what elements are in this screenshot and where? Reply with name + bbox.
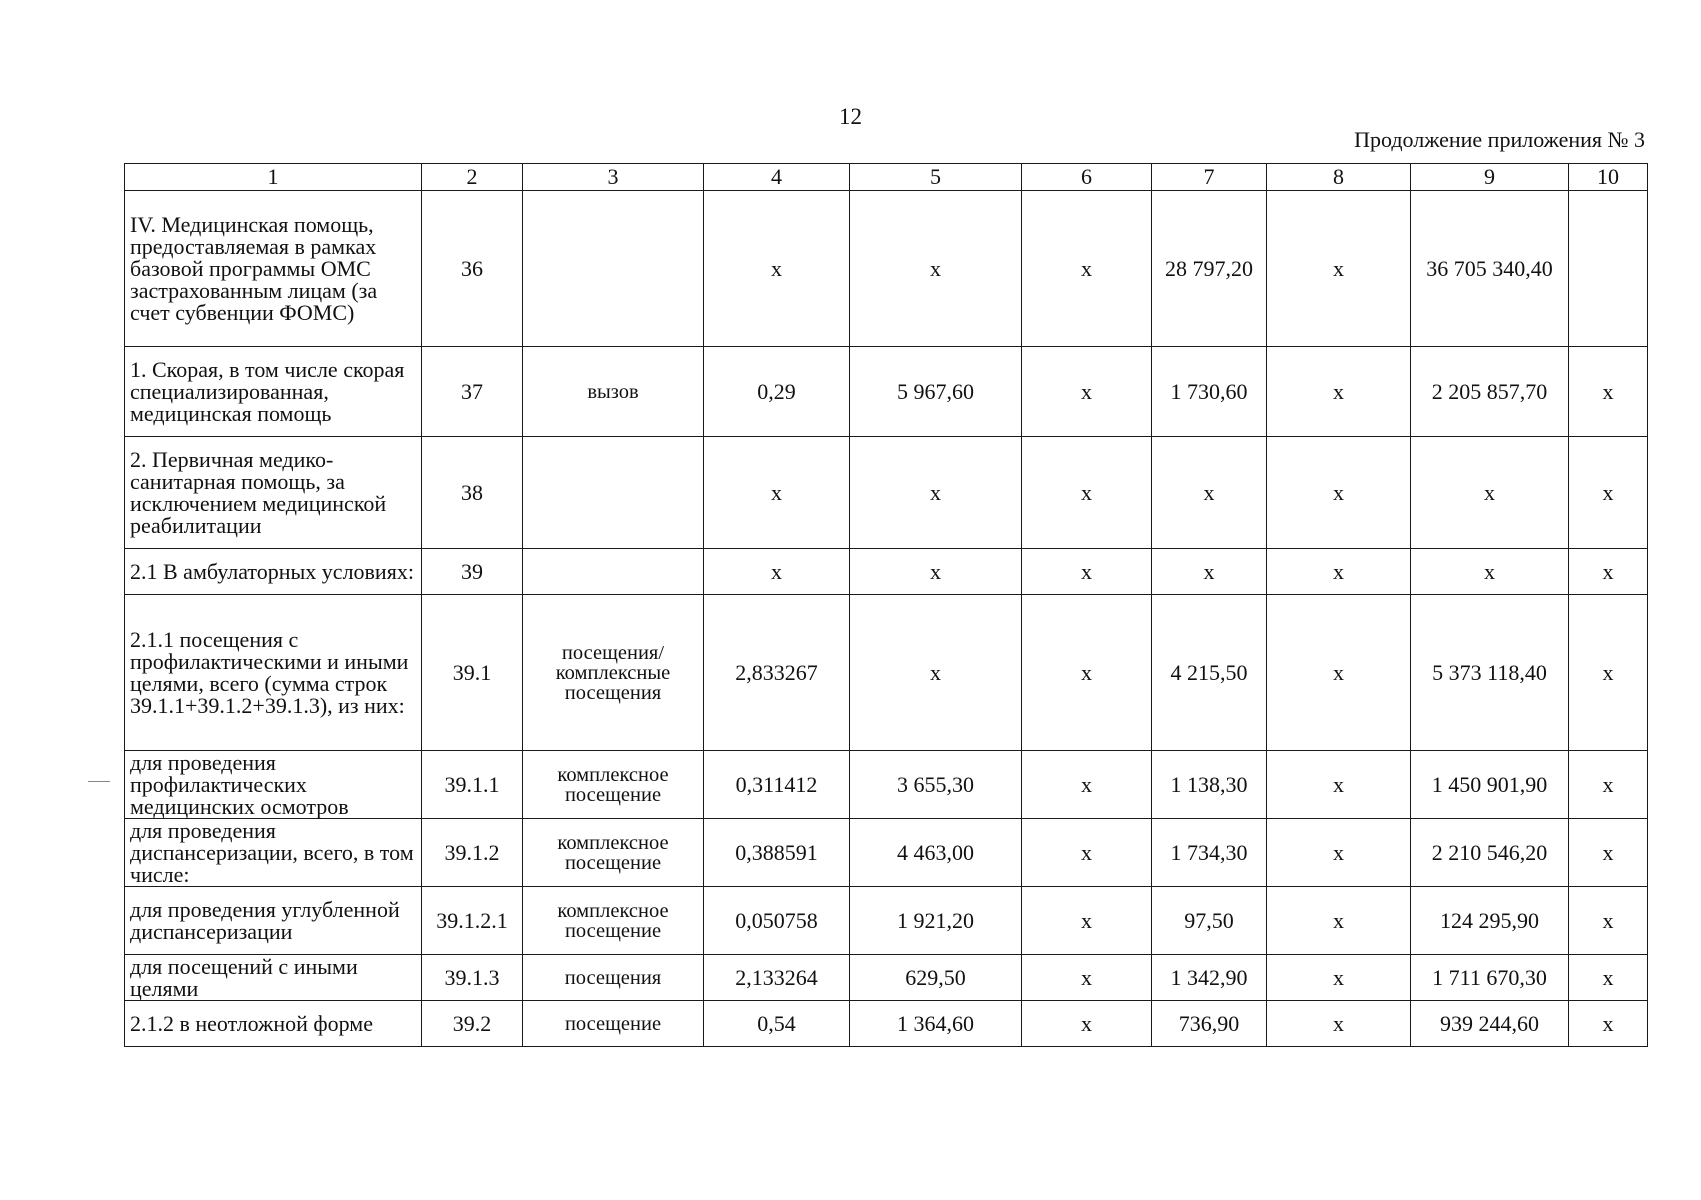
- cell-col5: х: [850, 549, 1022, 595]
- cell-col7: х: [1152, 437, 1267, 549]
- column-header: 2: [422, 164, 523, 191]
- cell-col9: 2 210 546,20: [1411, 819, 1569, 887]
- row-number: 39.2: [422, 1001, 523, 1047]
- cell-col7: 28 797,20: [1152, 191, 1267, 347]
- cell-col5: 1 364,60: [850, 1001, 1022, 1047]
- cell-col8: х: [1267, 191, 1411, 347]
- cell-col9: 124 295,90: [1411, 887, 1569, 955]
- row-unit: посещения/комплексные посещения: [523, 595, 704, 751]
- cell-col6: х: [1022, 437, 1152, 549]
- cell-col6: х: [1022, 819, 1152, 887]
- row-name: для проведения углубленной диспансеризации: [125, 887, 422, 955]
- cell-col5: х: [850, 437, 1022, 549]
- row-number: 39.1: [422, 595, 523, 751]
- column-header: 6: [1022, 164, 1152, 191]
- continuation-heading: Продолжение приложения № 3: [1354, 127, 1645, 152]
- row-name: для проведения профилактических медицинских осмотров: [125, 751, 422, 819]
- row-unit: комплексное посещение: [523, 819, 704, 887]
- table-row: [125, 1001, 1648, 1047]
- row-unit: комплексное посещение: [523, 887, 704, 955]
- cell-col9: 939 244,60: [1411, 1001, 1569, 1047]
- table-row: [125, 955, 1648, 1001]
- row-name: 2.1 В амбулаторных условиях:: [125, 549, 422, 595]
- column-header: 5: [850, 164, 1022, 191]
- row-number: 39: [422, 549, 523, 595]
- cell-col7: 1 342,90: [1152, 955, 1267, 1001]
- data-table: [124, 163, 1648, 1047]
- row-number: 36: [422, 191, 523, 347]
- cell-col6: х: [1022, 955, 1152, 1001]
- cell-col9: 1 711 670,30: [1411, 955, 1569, 1001]
- cell-col5: 629,50: [850, 955, 1022, 1001]
- row-name: 2.1.1 посещения с профилактическими и иными целями, всего (сумма строк 39.1.1+39.1.2+39.1.3), из них:: [125, 595, 422, 751]
- cell-col7: 1 730,60: [1152, 347, 1267, 437]
- cell-col7: 1 734,30: [1152, 819, 1267, 887]
- cell-col4: 2,133264: [704, 955, 850, 1001]
- cell-col4: х: [704, 191, 850, 347]
- cell-col5: х: [850, 191, 1022, 347]
- row-name: 2.1.2 в неотложной форме: [125, 1001, 422, 1047]
- cell-col8: х: [1267, 955, 1411, 1001]
- table-row: [125, 819, 1648, 887]
- row-unit: комплексное посещение: [523, 751, 704, 819]
- column-header: 4: [704, 164, 850, 191]
- cell-col7: х: [1152, 549, 1267, 595]
- row-number: 39.1.1: [422, 751, 523, 819]
- row-number: 39.1.3: [422, 955, 523, 1001]
- row-number: 39.1.2: [422, 819, 523, 887]
- cell-col7: 736,90: [1152, 1001, 1267, 1047]
- cell-col10: х: [1569, 1001, 1648, 1047]
- page-number: 12: [839, 104, 862, 129]
- row-name: IV. Медицинская помощь, предоставляемая в рамках базовой программы ОМС застрахованным лицам (за счет субвенции ФОМС): [125, 191, 422, 347]
- cell-col7: 4 215,50: [1152, 595, 1267, 751]
- cell-col4: 0,54: [704, 1001, 850, 1047]
- cell-col5: 3 655,30: [850, 751, 1022, 819]
- cell-col4: 0,388591: [704, 819, 850, 887]
- cell-col5: 4 463,00: [850, 819, 1022, 887]
- row-name: 1. Скорая, в том числе скорая специализированная, медицинская помощь: [125, 347, 422, 437]
- cell-col4: 0,29: [704, 347, 850, 437]
- cell-col9: 2 205 857,70: [1411, 347, 1569, 437]
- row-unit: [523, 191, 704, 347]
- cell-col6: х: [1022, 347, 1152, 437]
- cell-col10: х: [1569, 887, 1648, 955]
- cell-col9: 1 450 901,90: [1411, 751, 1569, 819]
- row-number: 37: [422, 347, 523, 437]
- column-header: 9: [1411, 164, 1569, 191]
- cell-col4: 0,050758: [704, 887, 850, 955]
- cell-col10: х: [1569, 437, 1648, 549]
- column-header: 1: [125, 164, 422, 191]
- table-row: [125, 751, 1648, 819]
- row-number: 38: [422, 437, 523, 549]
- cell-col9: 5 373 118,40: [1411, 595, 1569, 751]
- cell-col8: х: [1267, 819, 1411, 887]
- column-number-row: [125, 164, 1648, 191]
- cell-col8: х: [1267, 549, 1411, 595]
- table-row: [125, 437, 1648, 549]
- cell-col10: [1569, 191, 1648, 347]
- cell-col5: 5 967,60: [850, 347, 1022, 437]
- scan-mark: [88, 781, 110, 782]
- row-unit: [523, 549, 704, 595]
- cell-col6: х: [1022, 887, 1152, 955]
- row-unit: посещения: [523, 955, 704, 1001]
- cell-col6: х: [1022, 1001, 1152, 1047]
- cell-col4: 2,833267: [704, 595, 850, 751]
- table-row: [125, 887, 1648, 955]
- cell-col10: х: [1569, 595, 1648, 751]
- row-name: 2. Первичная медико-санитарная помощь, за исключением медицинской реабилитации: [125, 437, 422, 549]
- column-header: 10: [1569, 164, 1648, 191]
- row-unit: посещение: [523, 1001, 704, 1047]
- cell-col8: х: [1267, 437, 1411, 549]
- cell-col9: х: [1411, 437, 1569, 549]
- cell-col7: 1 138,30: [1152, 751, 1267, 819]
- cell-col4: х: [704, 437, 850, 549]
- cell-col9: 36 705 340,40: [1411, 191, 1569, 347]
- cell-col8: х: [1267, 1001, 1411, 1047]
- cell-col6: х: [1022, 751, 1152, 819]
- cell-col4: 0,311412: [704, 751, 850, 819]
- column-header: 7: [1152, 164, 1267, 191]
- column-header: 8: [1267, 164, 1411, 191]
- cell-col10: х: [1569, 549, 1648, 595]
- row-unit: вызов: [523, 347, 704, 437]
- cell-col8: х: [1267, 347, 1411, 437]
- table-row: [125, 191, 1648, 347]
- row-name: для проведения диспансеризации, всего, в том числе:: [125, 819, 422, 887]
- cell-col5: х: [850, 595, 1022, 751]
- cell-col8: х: [1267, 595, 1411, 751]
- cell-col8: х: [1267, 751, 1411, 819]
- cell-col6: х: [1022, 595, 1152, 751]
- table-row: [125, 549, 1648, 595]
- cell-col10: х: [1569, 347, 1648, 437]
- cell-col10: х: [1569, 819, 1648, 887]
- table-row: [125, 595, 1648, 751]
- row-unit: [523, 437, 704, 549]
- cell-col6: х: [1022, 191, 1152, 347]
- cell-col4: х: [704, 549, 850, 595]
- cell-col7: 97,50: [1152, 887, 1267, 955]
- row-number: 39.1.2.1: [422, 887, 523, 955]
- cell-col8: х: [1267, 887, 1411, 955]
- cell-col10: х: [1569, 955, 1648, 1001]
- cell-col10: х: [1569, 751, 1648, 819]
- column-header: 3: [523, 164, 704, 191]
- cell-col5: 1 921,20: [850, 887, 1022, 955]
- cell-col6: х: [1022, 549, 1152, 595]
- cell-col9: х: [1411, 549, 1569, 595]
- table-row: [125, 347, 1648, 437]
- row-name: для посещений с иными целями: [125, 955, 422, 1001]
